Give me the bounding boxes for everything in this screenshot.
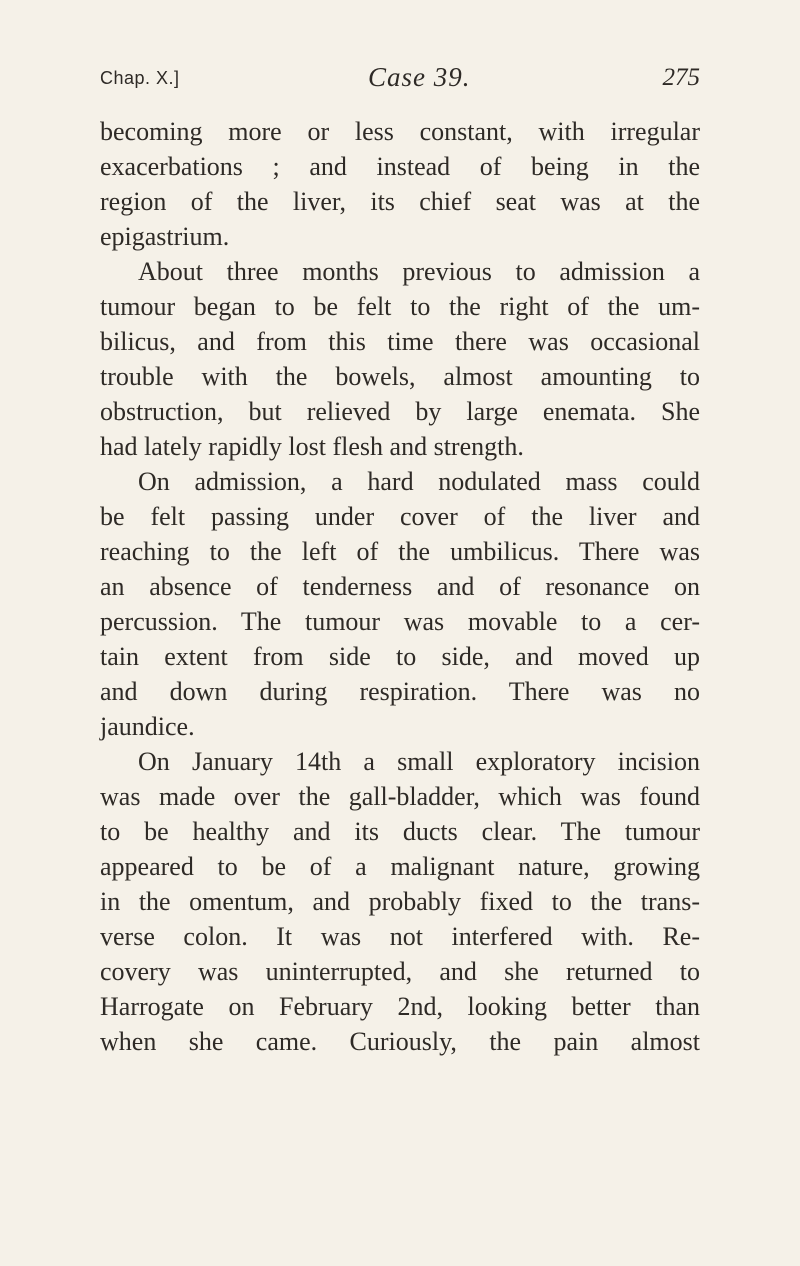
text-line: had lately rapidly lost flesh and strength. [100, 432, 524, 461]
running-header [100, 62, 700, 102]
text-line: to be healthy and its ducts clear. The tumour [100, 817, 700, 846]
text-line: About three months previous to admission a [138, 257, 700, 286]
text-line: On admission, a hard nodulated mass could [138, 467, 700, 496]
text-line: when she came. Curiously, the pain almost [100, 1027, 700, 1056]
text-line: trouble with the bowels, almost amounting to [100, 362, 700, 391]
text-line: an absence of tenderness and of resonance on [100, 572, 700, 601]
text-line: tain extent from side to side, and moved up [100, 642, 700, 671]
text-line: bilicus, and from this time there was occasional [100, 327, 700, 356]
text-line: exacerbations ; and instead of being in the [100, 152, 700, 181]
text-line: verse colon. It was not interfered with. Re- [100, 922, 700, 951]
text-line: Harrogate on February 2nd, looking better than [100, 992, 700, 1021]
body-text [100, 114, 700, 1059]
text-line: reaching to the left of the umbilicus. There was [100, 537, 700, 566]
text-line: be felt passing under cover of the liver and [100, 502, 700, 531]
page-number: 275 [662, 64, 700, 91]
text-line: and down during respiration. There was no [100, 677, 700, 706]
text-line: percussion. The tumour was movable to a cer- [100, 607, 700, 636]
text-line: appeared to be of a malignant nature, growing [100, 852, 700, 881]
chapter-reference: Chap. X.] [100, 68, 180, 88]
text-line: obstruction, but relieved by large enemata. She [100, 397, 700, 426]
text-line: jaundice. [100, 712, 195, 741]
text-line: was made over the gall-bladder, which was found [100, 782, 700, 811]
text-line: becoming more or less constant, with irregular [100, 117, 700, 146]
text-line: covery was uninterrupted, and she returned to [100, 957, 700, 986]
case-title: Case 39. [368, 62, 471, 92]
text-line: region of the liver, its chief seat was at the [100, 187, 700, 216]
text-line: in the omentum, and probably fixed to the trans- [100, 887, 700, 916]
text-line: epigastrium. [100, 222, 230, 251]
text-line: tumour began to be felt to the right of the um- [100, 292, 700, 321]
text-line: On January 14th a small exploratory incision [138, 747, 700, 776]
